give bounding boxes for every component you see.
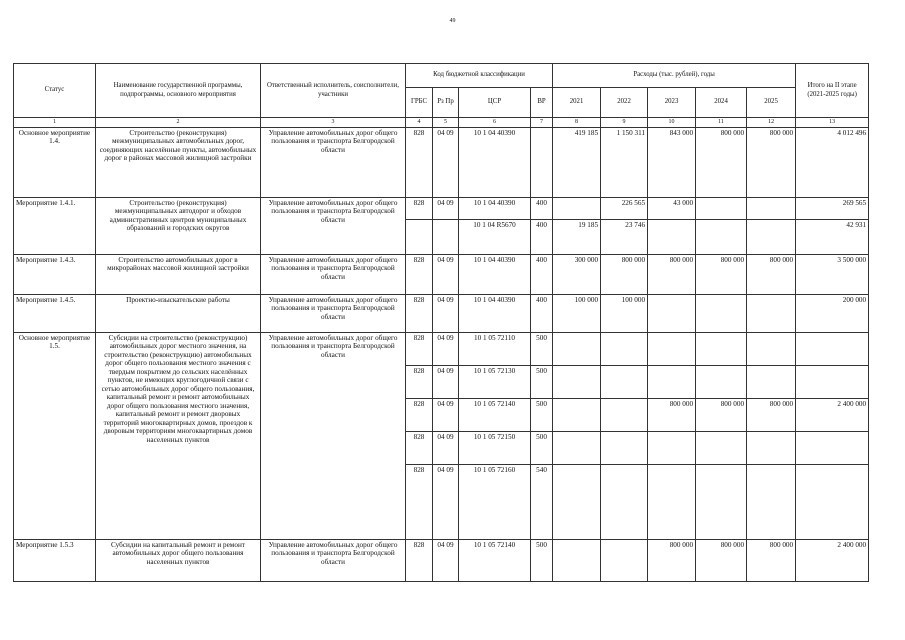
amount-2022-cell [601, 540, 648, 582]
budget-table [13, 63, 869, 582]
total-cell: 42 931 [796, 220, 869, 255]
amount-2022-cell [601, 366, 648, 399]
amount-2021-cell: 100 000 [553, 295, 601, 333]
total-cell [796, 333, 869, 366]
amount-2022-cell: 1 150 311 [601, 128, 648, 198]
total-cell: 269 565 [796, 198, 869, 220]
amount-2022-cell: 800 000 [601, 255, 648, 295]
rzpr-cell: 04 09 [433, 255, 459, 295]
column-number: 9 [601, 118, 648, 128]
csr-cell: 10 1 04 40390 [459, 295, 531, 333]
grbs-cell: 828 [406, 465, 433, 540]
amount-2024-cell [696, 295, 747, 333]
vr-cell: 500 [531, 333, 553, 366]
amount-2022-cell: 226 565 [601, 198, 648, 220]
program-name-cell: Строительство (реконструкция) межмуниципальных автодорог и обходов административных центров муниципальных образований и городских округов [96, 198, 261, 255]
amount-2022-cell [601, 333, 648, 366]
program-name-cell: Субсидии на капитальный ремонт и ремонт автомобильных дорог общего пользования населенных пунктов [96, 540, 261, 582]
amount-2023-cell: 800 000 [648, 540, 696, 582]
total-cell: 200 000 [796, 295, 869, 333]
amount-2024-cell [696, 220, 747, 255]
amount-2021-cell [553, 366, 601, 399]
grbs-cell: 828 [406, 333, 433, 366]
rzpr-cell: 04 09 [433, 128, 459, 198]
amount-2025-cell: 800 000 [747, 255, 796, 295]
amount-2025-cell [747, 366, 796, 399]
amount-2023-cell: 800 000 [648, 255, 696, 295]
amount-2021-cell: 300 000 [553, 255, 601, 295]
grbs-cell [406, 220, 433, 255]
expenses-header: Расходы (тыс. рублей), годы [553, 64, 796, 88]
vr-cell: 500 [531, 432, 553, 465]
amount-2025-cell [747, 465, 796, 540]
amount-2024-cell: 800 000 [696, 255, 747, 295]
amount-2023-cell: 843 000 [648, 128, 696, 198]
grbs-cell: 828 [406, 128, 433, 198]
vr-header: ВР [531, 88, 553, 118]
column-number: 11 [696, 118, 747, 128]
amount-2021-cell [553, 465, 601, 540]
amount-2023-cell [648, 366, 696, 399]
amount-2021-cell: 19 185 [553, 220, 601, 255]
rzpr-cell: 04 09 [433, 333, 459, 366]
amount-2023-cell [648, 295, 696, 333]
amount-2024-cell [696, 432, 747, 465]
grbs-cell: 828 [406, 540, 433, 582]
amount-2025-cell: 800 000 [747, 399, 796, 432]
amount-2023-cell [648, 220, 696, 255]
year-2023-header: 2023 [648, 88, 696, 118]
vr-cell: 500 [531, 540, 553, 582]
csr-cell: 10 1 05 72110 [459, 333, 531, 366]
vr-cell: 400 [531, 295, 553, 333]
csr-cell: 10 1 05 72130 [459, 366, 531, 399]
amount-2024-cell: 800 000 [696, 540, 747, 582]
table-row [14, 198, 869, 220]
csr-header: ЦСР [459, 88, 531, 118]
grbs-cell: 828 [406, 198, 433, 220]
total-cell [796, 366, 869, 399]
amount-2024-cell: 800 000 [696, 399, 747, 432]
rzpr-cell: 04 09 [433, 366, 459, 399]
grbs-cell: 828 [406, 399, 433, 432]
rzpr-cell: 04 09 [433, 432, 459, 465]
grbs-cell: 828 [406, 295, 433, 333]
responsible-cell: Управление автомобильных дорог общего пользования и транспорта Белгородской области [261, 333, 406, 540]
amount-2025-cell: 800 000 [747, 540, 796, 582]
amount-2021-cell [553, 432, 601, 465]
amount-2025-cell [747, 220, 796, 255]
column-number: 12 [747, 118, 796, 128]
responsible-cell: Управление автомобильных дорог общего пользования и транспорта Белгородской области [261, 198, 406, 255]
page-number: 49 [449, 18, 456, 24]
csr-cell: 10 1 05 72150 [459, 432, 531, 465]
rzpr-cell: 04 09 [433, 198, 459, 220]
amount-2023-cell: 43 000 [648, 198, 696, 220]
amount-2025-cell [747, 295, 796, 333]
amount-2021-cell [553, 540, 601, 582]
column-number: 2 [96, 118, 261, 128]
amount-2023-cell [648, 465, 696, 540]
vr-cell: 400 [531, 255, 553, 295]
grbs-cell: 828 [406, 255, 433, 295]
vr-cell: 500 [531, 366, 553, 399]
column-number: 6 [459, 118, 531, 128]
amount-2022-cell [601, 399, 648, 432]
year-2025-header: 2025 [747, 88, 796, 118]
amount-2025-cell [747, 432, 796, 465]
vr-cell: 500 [531, 399, 553, 432]
rzpr-cell [433, 220, 459, 255]
responsible-cell: Управление автомобильных дорог общего пользования и транспорта Белгородской области [261, 128, 406, 198]
budget-code-header: Код бюджетной классификации [406, 64, 553, 88]
total-header: Итого на II этапе (2021-2025 годы) [796, 64, 869, 118]
amount-2024-cell: 800 000 [696, 128, 747, 198]
column-number-row [14, 118, 869, 128]
table-row [14, 128, 869, 198]
column-number: 5 [433, 118, 459, 128]
amount-2022-cell: 100 000 [601, 295, 648, 333]
amount-2022-cell [601, 465, 648, 540]
column-number: 10 [648, 118, 696, 128]
column-number: 1 [14, 118, 96, 128]
status-cell: Основное мероприятие 1.5. [14, 333, 96, 540]
csr-cell: 10 1 05 72140 [459, 399, 531, 432]
status-cell: Основное мероприятие 1.4. [14, 128, 96, 198]
table-row [14, 295, 869, 333]
table-row [14, 255, 869, 295]
csr-cell: 10 1 05 72160 [459, 465, 531, 540]
amount-2024-cell [696, 366, 747, 399]
total-cell: 2 400 000 [796, 399, 869, 432]
grbs-cell: 828 [406, 432, 433, 465]
total-cell: 2 400 000 [796, 540, 869, 582]
status-cell: Мероприятие 1.5.3 [14, 540, 96, 582]
status-cell: Мероприятие 1.4.1. [14, 198, 96, 255]
csr-cell: 10 1 05 72140 [459, 540, 531, 582]
rzpr-cell: 04 09 [433, 465, 459, 540]
amount-2025-cell: 800 000 [747, 128, 796, 198]
column-number: 8 [553, 118, 601, 128]
vr-cell: 540 [531, 465, 553, 540]
rzpr-cell: 04 09 [433, 399, 459, 432]
year-2021-header: 2021 [553, 88, 601, 118]
vr-cell: 400 [531, 220, 553, 255]
responsible-cell: Управление автомобильных дорог общего пользования и транспорта Белгородской области [261, 255, 406, 295]
status-cell: Мероприятие 1.4.5. [14, 295, 96, 333]
amount-2022-cell [601, 432, 648, 465]
status-header: Статус [14, 64, 96, 118]
csr-cell: 10 1 04 R5670 [459, 220, 531, 255]
total-cell [796, 432, 869, 465]
year-2022-header: 2022 [601, 88, 648, 118]
amount-2025-cell [747, 198, 796, 220]
csr-cell: 10 1 04 40390 [459, 128, 531, 198]
column-number: 3 [261, 118, 406, 128]
amount-2022-cell: 23 746 [601, 220, 648, 255]
responsible-header: Ответственный исполнитель, соисполнители, участники [261, 64, 406, 118]
total-cell: 3 500 000 [796, 255, 869, 295]
amount-2025-cell [747, 333, 796, 366]
responsible-cell: Управление автомобильных дорог общего пользования и транспорта Белгородской области [261, 540, 406, 582]
amount-2023-cell: 800 000 [648, 399, 696, 432]
amount-2024-cell [696, 333, 747, 366]
column-number: 4 [406, 118, 433, 128]
amount-2024-cell [696, 465, 747, 540]
amount-2023-cell [648, 333, 696, 366]
column-number: 13 [796, 118, 869, 128]
csr-cell: 10 1 04 40390 [459, 198, 531, 220]
amount-2021-cell: 419 185 [553, 128, 601, 198]
rzpr-header: Рз Пр [433, 88, 459, 118]
program-name-cell: Проектно-изыскательские работы [96, 295, 261, 333]
year-2024-header: 2024 [696, 88, 747, 118]
program-name-cell: Субсидии на строительство (реконструкцию) автомобильных дорог местного значения, на строительство (реконструкцию) автомобильных дорог общего пользования местного значения с твердым покрытием до сельских населённых пунктов, не имеющих круглогодичной связи с сетью автомобильных дорог общего пользования, капитальный ремонт и ремонт автомобильных дорог общего пользования местного значения, капитальный ремонт и ремонт дворовых территорий многоквартирных домов, проездов к дворовым территориям многоквартирных домов населенных пунктов [96, 333, 261, 540]
program-name-cell: Строительство (реконструкция) межмуниципальных автомобильных дорог, соединяющих населённые пункты, автомобильных дорог в районах массовой жилищной застройки [96, 128, 261, 198]
responsible-cell: Управление автомобильных дорог общего пользования и транспорта Белгородской области [261, 295, 406, 333]
column-number: 7 [531, 118, 553, 128]
grbs-cell: 828 [406, 366, 433, 399]
table-row [14, 540, 869, 582]
total-cell: 4 012 496 [796, 128, 869, 198]
amount-2021-cell [553, 198, 601, 220]
program-name-cell: Строительство автомобильных дорог в микрорайонах массовой жилищной застройки [96, 255, 261, 295]
status-cell: Мероприятие 1.4.3. [14, 255, 96, 295]
amount-2024-cell [696, 198, 747, 220]
amount-2021-cell [553, 399, 601, 432]
vr-cell: 400 [531, 198, 553, 220]
amount-2023-cell [648, 432, 696, 465]
table-row [14, 333, 869, 366]
header-row [14, 64, 869, 88]
grbs-header: ГРБС [406, 88, 433, 118]
program-name-header: Наименование государственной программы, подпрограммы, основного мероприятия [96, 64, 261, 118]
amount-2021-cell [553, 333, 601, 366]
rzpr-cell: 04 09 [433, 295, 459, 333]
vr-cell [531, 128, 553, 198]
csr-cell: 10 1 04 40390 [459, 255, 531, 295]
rzpr-cell: 04 09 [433, 540, 459, 582]
total-cell [796, 465, 869, 540]
